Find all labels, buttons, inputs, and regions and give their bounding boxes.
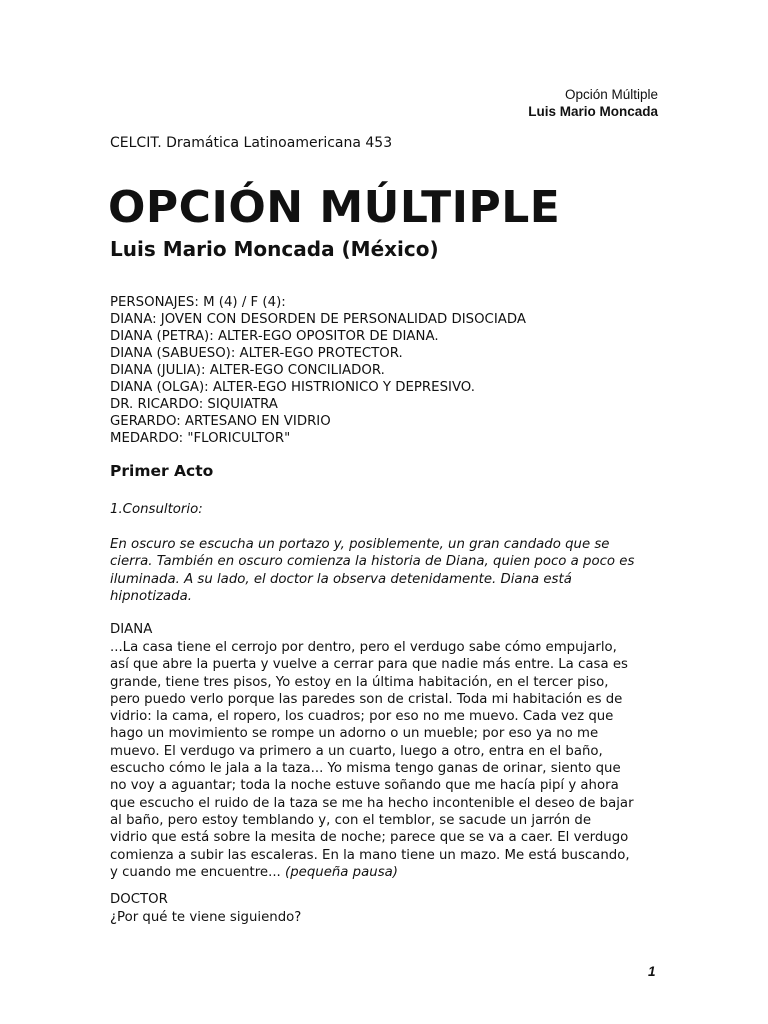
cast-item: DIANA (PETRA): ALTER-EGO OPOSITOR DE DIANA. xyxy=(110,329,439,344)
cast-heading: PERSONAJES: M (4) / F (4): xyxy=(110,295,286,310)
cast-item: DIANA: JOVEN CON DESORDEN DE PERSONALIDAD DISOCIADA xyxy=(110,312,526,327)
play-author: Luis Mario Moncada (México) xyxy=(110,237,439,261)
speech-text: ...La casa tiene el cerrojo por dentro, pero el verdugo sabe cómo empujarlo, así que abre la puerta y vuelve a cerrar para que nadie más entre. La casa es grande, tiene tres pisos, Yo estoy en la última habitación, en el tercer piso, pero puedo verlo porque las paredes son de cristal. Toda mi habitación es de vidrio: la cama, el ropero, los cuadros; por eso no me muevo. Cada vez que hago un movimiento se rompe un adorno o un mueble; por eso ya no me muevo. El verdugo va primero a un cuarto, luego a otro, entra en el baño, escucho cómo le jala a la taza... Yo misma tengo ganas de orinar, siento que no voy a aguantar; toda la noche estuve soñando que me hacía pipí y ahora que escucho el ruido de la taza se me ha hecho incontenible el deseo de bajar al baño, pero estoy temblando y, con el temblor, se sacude un jarrón de vidrio que está sobre la mesita de noche; parece que se va a caer. El verdugo comienza a subir las escaleras. En la mano tiene un mazo. Me está buscando, y cuando me encuentre... xyxy=(110,640,634,880)
speaker-name: DOCTOR xyxy=(110,892,168,907)
cast-item: DIANA (JULIA): ALTER-EGO CONCILIADOR. xyxy=(110,363,385,378)
cast-list xyxy=(110,294,526,447)
stage-direction: En oscuro se escucha un portazo y, posiblemente, un gran candado que se cierra. También en oscuro comienza la historia de Diana, quien poco a poco es iluminada. A su lado, el doctor la observa detenidamente. Diana está hipnotizada. xyxy=(110,537,635,604)
running-header-author: Luis Mario Moncada xyxy=(528,104,658,119)
parenthetical: (pequeña pausa) xyxy=(285,864,398,880)
play-title: OPCIÓN MÚLTIPLE xyxy=(108,182,561,233)
cast-item: DR. RICARDO: SIQUIATRA xyxy=(110,397,278,412)
source-line: CELCIT. Dramática Latinoamericana 453 xyxy=(110,135,393,151)
speech-text: ¿Por qué te viene siguiendo? xyxy=(110,910,302,925)
scene-heading: 1.Consultorio: xyxy=(110,502,203,517)
speech-block xyxy=(110,639,660,881)
page-number: 1 xyxy=(648,964,656,979)
cast-item: GERARDO: ARTESANO EN VIDRIO xyxy=(110,414,331,429)
speaker-name: DIANA xyxy=(110,622,153,637)
cast-item: MEDARDO: "FLORICULTOR" xyxy=(110,431,291,446)
cast-item: DIANA (SABUESO): ALTER-EGO PROTECTOR. xyxy=(110,346,403,361)
speech-block xyxy=(110,909,660,926)
cast-item: DIANA (OLGA): ALTER-EGO HISTRIONICO Y DEPRESIVO. xyxy=(110,380,475,395)
act-heading: Primer Acto xyxy=(110,462,214,480)
running-header-title: Opción Múltiple xyxy=(564,87,658,102)
